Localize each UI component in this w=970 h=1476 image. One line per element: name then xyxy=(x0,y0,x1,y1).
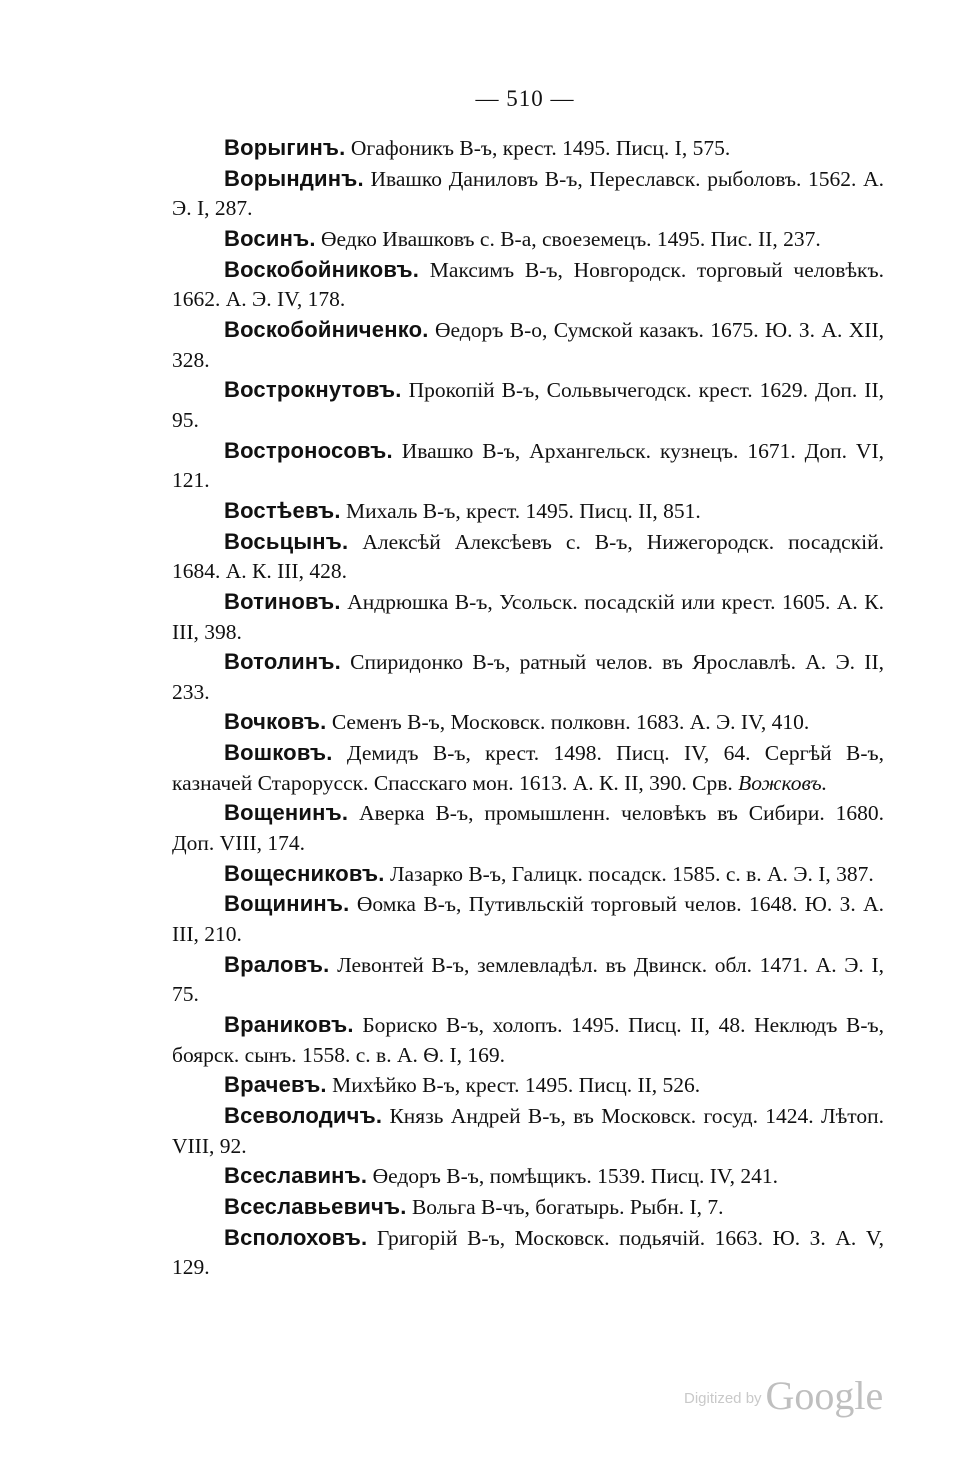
list-item xyxy=(172,859,884,890)
entry-text: Спиридонко В-ъ, ратный челов. въ Ярославлѣ. А. Э. II, 233. xyxy=(172,650,884,704)
headword: Вощесниковъ. xyxy=(224,860,385,886)
headword: Вострокнутовъ. xyxy=(224,377,402,403)
headword: Востѣевъ. xyxy=(224,497,341,523)
entry-text: Аверка В-ъ, промышленн. человѣкъ въ Сибири. 1680. Доп. VIII, 174. xyxy=(172,801,884,856)
list-item xyxy=(172,1070,884,1101)
entry-text: Бориско В-ъ, холопъ. 1495. Писц. II, 48. Неклюдъ В-ъ, боярск. сынъ. 1558. с. в. А. Ѳ. I, 169. xyxy=(172,1013,884,1067)
entry-text: Князь Андрей В-ъ, въ Московск. госуд. 1424. Лѣтоп. VIII, 92. xyxy=(172,1104,884,1158)
headword: Воскобойниковъ. xyxy=(224,256,420,282)
list-item xyxy=(172,133,884,164)
headword: Вочковъ. xyxy=(224,709,327,735)
headword: Востроносовъ. xyxy=(224,437,393,463)
entry-text: Өедко Ивашковъ с. В-а, своеземецъ. 1495. Пис. II, 237. xyxy=(315,226,821,251)
watermark-small-text: Digitized by xyxy=(684,1390,762,1407)
entry-text: Семенъ В-ъ, Московск. полковн. 1683. А. Э. IV, 410. xyxy=(326,710,810,735)
list-item xyxy=(172,1161,884,1192)
entry-text: Максимъ В-ъ, Новгородск. торговый человѣкъ. 1662. А. Э. IV, 178. xyxy=(172,257,884,312)
headword: Восинъ. xyxy=(224,225,316,251)
headword: Вотолинъ. xyxy=(224,649,341,675)
headword: Воскобойниченко. xyxy=(224,316,429,342)
list-item xyxy=(172,255,884,315)
list-item xyxy=(172,164,884,224)
headword: Враловъ. xyxy=(224,951,330,977)
entries-list xyxy=(172,133,884,1283)
google-logo-text: Google xyxy=(765,1373,884,1418)
list-item xyxy=(172,224,884,255)
list-item xyxy=(172,889,884,949)
list-item xyxy=(172,950,884,1010)
entry-text: Ивашко Даниловъ В-ъ, Переславск. рыболовъ. 1562. А. Э. I, 287. xyxy=(172,166,884,221)
list-item xyxy=(172,1010,884,1070)
entry-text: Григорій В-ъ, Московск. подьячій. 1663. Ю. З. А. V, 129. xyxy=(172,1225,884,1280)
list-item xyxy=(172,1192,884,1223)
headword: Всполоховъ. xyxy=(224,1224,368,1250)
headword: Вощенинъ. xyxy=(224,800,349,826)
headword: Вощининъ. xyxy=(224,891,350,917)
headword: Вотиновъ. xyxy=(224,588,341,614)
headword: Ворыгинъ. xyxy=(224,135,346,160)
entry-text: Андрюшка В-ъ, Усольск. посадскій или крест. 1605. А. К. III, 398. xyxy=(172,589,884,644)
google-digitized-watermark xyxy=(684,1372,883,1419)
list-item xyxy=(172,647,884,707)
entry-text: Өедоръ В-ъ, помѣщикъ. 1539. Писц. IV, 241. xyxy=(367,1164,779,1189)
list-item xyxy=(172,1223,884,1283)
headword: Врачевъ. xyxy=(224,1072,327,1098)
list-item xyxy=(172,436,884,496)
entry-text: Прокопій В-ъ, Сольвычегодск. крест. 1629. Доп. II, 95. xyxy=(172,378,884,432)
headword: Всеславинъ. xyxy=(224,1163,368,1189)
entry-text: Михаль В-ъ, крест. 1495. Писц. II, 851. xyxy=(340,498,701,523)
page-number: — 510 — xyxy=(475,86,575,111)
headword: Вошковъ. xyxy=(224,740,333,766)
entry-text: Огафоникъ В-ъ, крест. 1495. Писц. I, 575. xyxy=(345,136,731,160)
list-item xyxy=(172,707,884,738)
headword: Всеволодичъ. xyxy=(224,1103,383,1128)
list-item xyxy=(172,738,884,798)
headword: Восьцынъ. xyxy=(224,528,349,554)
list-item xyxy=(172,587,884,647)
cross-reference: Вожковъ. xyxy=(738,770,828,795)
list-item xyxy=(172,798,884,858)
list-item xyxy=(172,527,884,587)
entry-text: Алексѣй Алексѣевъ с. В-ъ, Нижегородск. посадскій. 1684. А. К. III, 428. xyxy=(172,529,884,584)
list-item xyxy=(172,315,884,375)
entry-text: Ивашко В-ъ, Архангельск. кузнецъ. 1671. Доп. VI, 121. xyxy=(172,438,884,493)
entry-text: Вольга В-чъ, богатырь. Рыбн. I, 7. xyxy=(406,1194,724,1219)
headword: Всеславьевичъ. xyxy=(224,1193,407,1219)
list-item xyxy=(172,496,884,527)
entry-text: Лазарко В-ъ, Галицк. посадск. 1585. с. в. А. Э. I, 387. xyxy=(384,861,874,886)
entry-text: Демидъ В-ъ, крест. 1498. Писц. IV, 64. Сергѣй В-ъ, казначей Старорусск. Спасскаго мон. 1613. А. К. II, 390. Срв. xyxy=(172,741,884,795)
list-item xyxy=(172,375,884,435)
entry-text: Өедоръ В-о, Сумской казакъ. 1675. Ю. З. А. XII, 328. xyxy=(172,317,884,372)
entry-text: Өомка В-ъ, Путивльскій торговый челов. 1648. Ю. З. А. III, 210. xyxy=(172,892,884,947)
list-item xyxy=(172,1101,884,1161)
entry-text: Михѣйко В-ъ, крест. 1495. Писц. II, 526. xyxy=(326,1073,701,1098)
entry-text: Левонтей В-ъ, землевладѣл. въ Двинск. обл. 1471. А. Э. I, 75. xyxy=(172,952,884,1007)
headword: Враниковъ. xyxy=(224,1012,354,1038)
headword: Ворындинъ. xyxy=(224,165,364,191)
